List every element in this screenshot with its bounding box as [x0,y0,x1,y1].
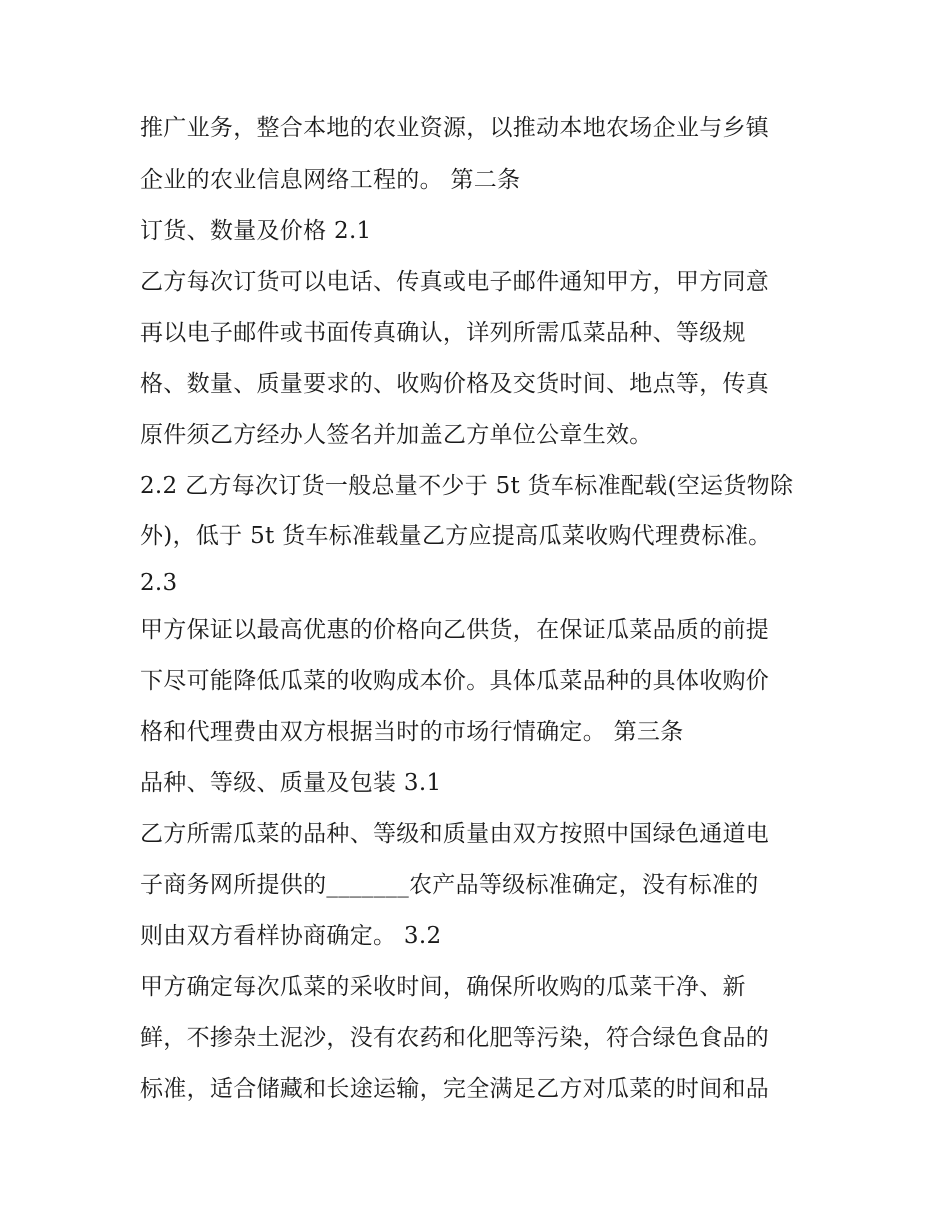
text-line: 推广业务，整合本地的农业资源，以推动本地农场企业与乡镇 [140,115,770,141]
text-line: 子商务网所提供的_______农产品等级标准确定，没有标准的 [140,872,759,898]
text-line: 甲方保证以最高优惠的价格向乙供货，在保证瓜菜品质的前提 [140,617,770,643]
text-line: 企业的农业信息网络工程的。 第二条 [140,167,521,193]
text-line: 再以电子邮件或书面传真确认，详列所需瓜菜品种、等级规 [140,320,746,346]
text-line: 格和代理费由双方根据当时的市场行情确定。 第三条 [140,719,684,745]
text-line: 2.2 乙方每次订货一般总量不少于 5t 货车标准配载(空运货物除 [140,473,794,499]
text-line: 乙方所需瓜菜的品种、等级和质量由双方按照中国绿色通道电 [140,821,770,847]
text-line: 鲜，不掺杂土泥沙，没有农药和化肥等污染，符合绿色食品的 [140,1025,770,1051]
text-line: 外)，低于 5t 货车标准载量乙方应提高瓜菜收购代理费标准。 [140,523,772,549]
clause-number-line: 2.3 [140,570,178,596]
text-line: 原件须乙方经办人签名并加盖乙方单位公章生效。 [140,422,653,448]
section-heading-line: 品种、等级、质量及包装 3.1 [140,770,442,796]
text-line: 甲方确定每次瓜菜的采收时间，确保所收购的瓜菜干净、新 [140,974,746,1000]
text-line: 格、数量、质量要求的、收购价格及交货时间、地点等，传真 [140,371,770,397]
text-line: 标准，适合储藏和长途运输，完全满足乙方对瓜菜的时间和品 [140,1076,770,1102]
text-line: 下尽可能降低瓜菜的收购成本价。具体瓜菜品种的具体收购价 [140,668,770,694]
text-line: 乙方每次订货可以电话、传真或电子邮件通知甲方，甲方同意 [140,269,770,295]
section-heading-line: 订货、数量及价格 2.1 [140,218,372,244]
text-line: 则由双方看样协商确定。 3.2 [140,923,442,949]
